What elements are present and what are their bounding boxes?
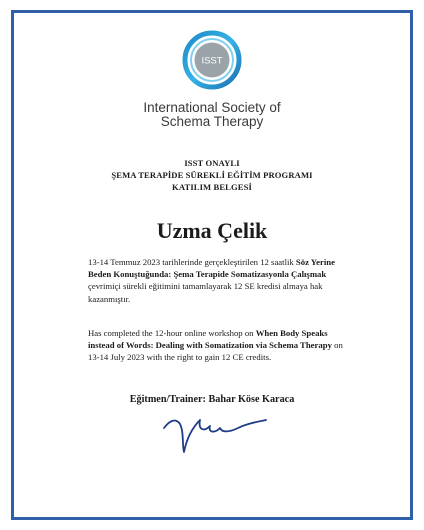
isst-logo (0, 30, 424, 90)
heading-line2: ŞEMA TERAPİDE SÜREKLİ EĞİTİM PROGRAMI (111, 170, 313, 180)
trainer-signature (160, 406, 270, 456)
organization-name-line1: International Society of (143, 100, 281, 115)
english-paragraph (88, 327, 350, 364)
trainer-line: Eğitmen/Trainer: Bahar Köse Karaca (129, 394, 295, 405)
isst-logo-icon (182, 30, 242, 90)
heading-line1: ISST ONAYLI (184, 158, 240, 168)
turkish-text-part2: çevrimiçi sürekli eğitimini tamamlayarak 12 SE kredisi almaya hak kazanmıştır. (88, 281, 323, 304)
turkish-workshop-title: Söz Yerine Beden Konuştuğunda: Şema Terapide Somatizasyonla Çalışmak (88, 257, 335, 280)
english-workshop-title: When Body Speaks instead of Words: Dealing with Somatization via Schema Therapy (88, 328, 332, 351)
english-text-part2: on 13-14 July 2023 with the right to gain 12 CE credits. (88, 340, 343, 363)
recipient-name: Uzma Çelik (156, 218, 268, 243)
heading-line3: KATILIM BELGESİ (172, 182, 252, 192)
turkish-text-part1: 13-14 Temmuz 2023 tarihlerinde gerçekleştirilen 12 saatlik (88, 257, 296, 267)
turkish-paragraph (88, 256, 350, 305)
certificate-heading (0, 157, 424, 193)
organization-name-line2: Schema Therapy (160, 114, 264, 129)
english-text-part1: Has completed the 12-hour online workshop on (88, 328, 256, 338)
logo-acronym: ISST (201, 55, 223, 67)
organization-name (0, 101, 424, 129)
